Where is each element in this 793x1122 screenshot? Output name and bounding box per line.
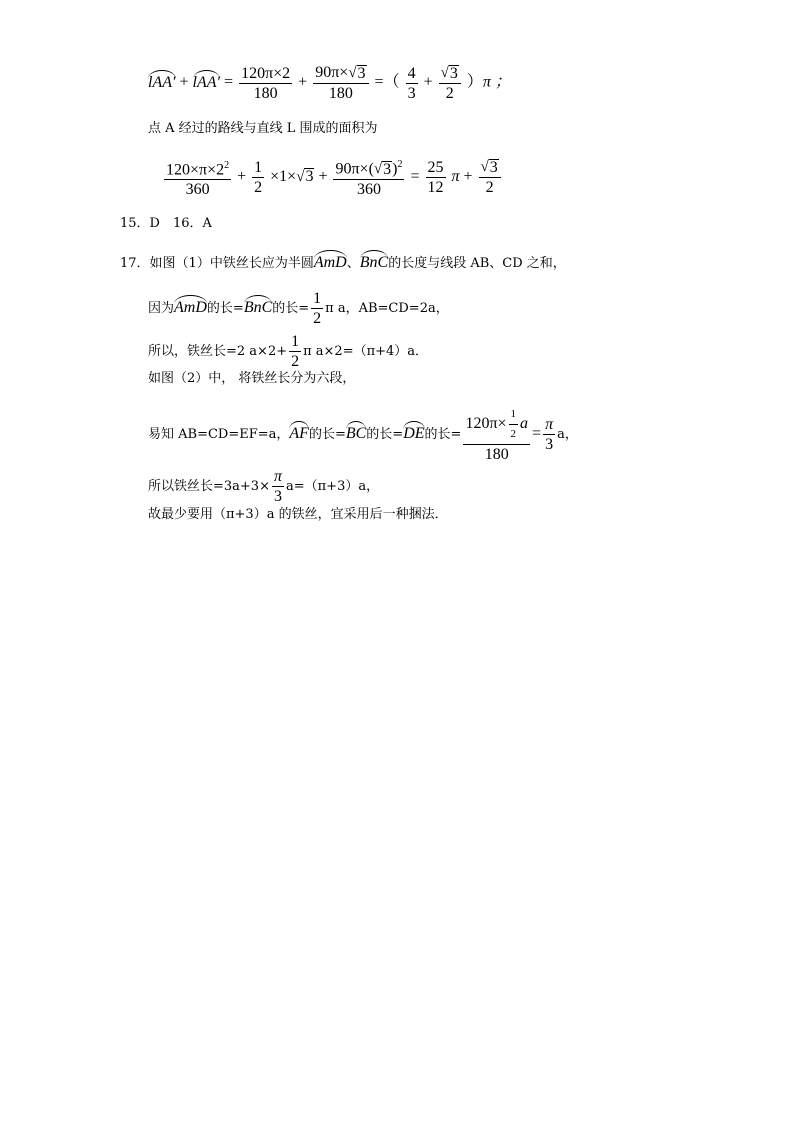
area-term-3: 90π×( √ 3 )$^2$ 360: [333, 156, 404, 198]
q17-line-3: 所以，铁丝长=2 a×2+ $\frac{1}{2}$ π a×2=（π+4）a．: [148, 333, 429, 370]
arc-af: AF: [289, 421, 309, 442]
q17-line-2: 因为AmD的长=BnC的长= $\frac{1}{2}$ π a，AB=CD=2a，: [148, 290, 449, 327]
arc-amd: AmD: [314, 250, 347, 271]
arc-length-formula: lAA′ + lAA′ = $\frac{120\pi\times 2}{180}$ + 90π× √ 3 180 =（ $\frac{4}{3}$ + √ 3 2 ）π ；: [148, 64, 511, 102]
area-formula: $\frac{120\times\pi\times 2^2}{360}$ + $\frac{1}{2}$ ×1× √ 3 + 90π×( √ 3 )$^2$ 360 = $\frac{25}{12}$ π + √ 3 2: [162, 156, 503, 198]
fraction-term-1: $\frac{120\pi\times 2}{180}$: [241, 64, 291, 102]
area-term-half: $\frac{1}{2}$: [254, 158, 263, 196]
arc-bc: BC: [346, 421, 366, 442]
q17-line-7: 故最少要用（π+3）a 的铁丝，宜采用后一种捆法．: [148, 507, 448, 522]
fraction-4-3: $\frac{4}{3}$: [407, 64, 416, 102]
answers-15-16: 15．D 16．A: [120, 216, 212, 231]
arc-bnc: BnC: [360, 250, 388, 271]
q17-line-1: 17．如图（1）中铁丝长应为半圆AmD、BnC的长度与线段 AB、CD 之和，: [120, 250, 566, 272]
q17-line-4: 如图（2）中， 将铁丝长分为六段，: [148, 371, 356, 386]
q17-line-6: 所以铁丝长=3a+3× $\frac{\pi}{3}$ a=（π+3）a，: [148, 468, 380, 505]
arc-laa-1: lAA′: [148, 70, 176, 91]
arc-de: DE: [403, 421, 424, 442]
fraction-sqrt3-2: √ 3 2: [439, 64, 461, 102]
fraction-term-2: 90π× √ 3 180: [313, 64, 368, 102]
area-result-25-12: $\frac{25}{12}$: [427, 158, 444, 196]
q17-line-5: 易知 AB=CD=EF=a，AF的长=BC的长=DE的长= 120π× $\frac{1}{2}$ a 180 = $\frac{\pi}{3}$ a，: [148, 408, 578, 463]
area-sentence: 点 A 经过的路线与直线 L 围成的面积为: [148, 121, 378, 136]
area-result-sqrt3-2: √ 3 2: [479, 158, 501, 196]
sqrt-3: √ 3: [348, 65, 366, 82]
arc-length-fraction: 120π× $\frac{1}{2}$ a 180: [465, 408, 529, 463]
area-term-1: $\frac{120\times\pi\times 2^2}{360}$: [164, 157, 231, 198]
arc-laa-2: lAA′: [193, 70, 221, 91]
